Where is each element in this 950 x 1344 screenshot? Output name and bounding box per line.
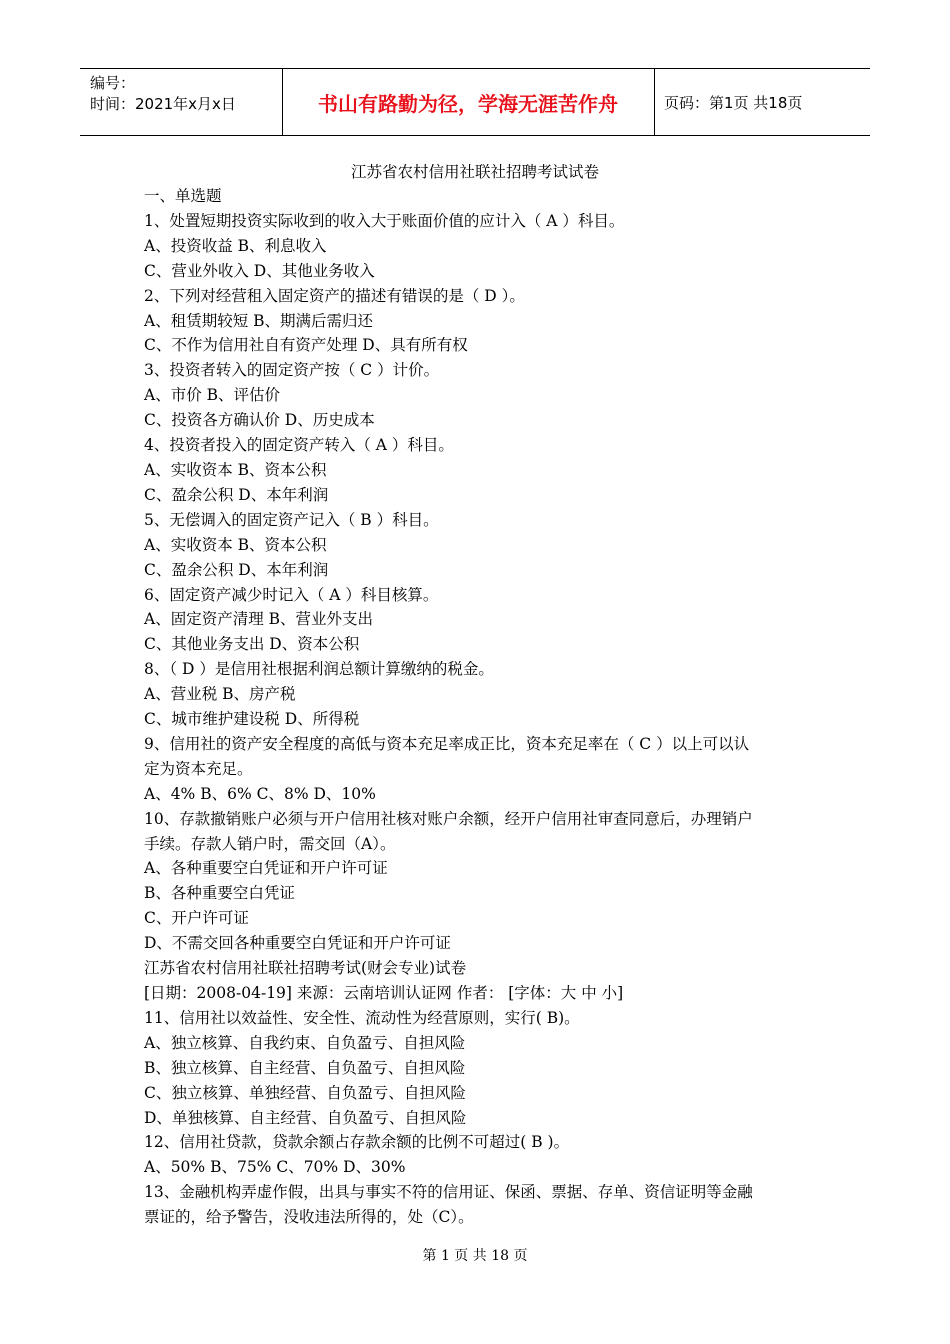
page-footer: 第 1 页 共 18 页 — [422, 1248, 528, 1264]
text-line: 8、（ D ）是信用社根据利润总额计算缴纳的税金。 — [144, 660, 494, 679]
text-line: C、开户许可证 — [144, 909, 249, 928]
text-line: A、固定资产清理 B、营业外支出 — [144, 610, 374, 629]
text-line: A、各种重要空白凭证和开户许可证 — [144, 859, 388, 878]
text-line: A、营业税 B、房产税 — [144, 685, 296, 704]
doc-number-label: 编号： — [90, 74, 136, 92]
text-line: 5、无偿调入的固定资产记入（ B ）科目。 — [144, 510, 439, 529]
text-line: A、实收资本 B、资本公积 — [144, 460, 327, 479]
text-line: C、不作为信用社自有资产处理 D、具有所有权 — [144, 336, 468, 355]
text-line: D、不需交回各种重要空白凭证和开户许可证 — [144, 934, 451, 953]
text-line: 3、投资者转入的固定资产按（ C ）计价。 — [144, 361, 440, 380]
header-page-info: 页码：第1页 共18页 — [664, 93, 803, 112]
text-line: 手续。存款人销户时，需交回（A）。 — [144, 834, 396, 853]
text-line: B、独立核算、自主经营、自负盈亏、自担风险 — [144, 1058, 466, 1077]
text-line: A、实收资本 B、资本公积 — [144, 535, 327, 554]
text-line: A、投资收益 B、利息收入 — [144, 236, 327, 255]
text-line: 12、信用社贷款，贷款余额占存款余额的比例不可超过( B )。 — [144, 1133, 570, 1152]
text-line: D、单独核算、自主经营、自负盈亏、自担风险 — [144, 1108, 467, 1127]
text-line: 4、投资者投入的固定资产转入（ A ）科目。 — [144, 436, 454, 455]
header-divider-right — [654, 69, 655, 135]
text-line: 6、固定资产减少时记入（ A ）科目核算。 — [144, 585, 439, 604]
text-line: 2、下列对经营租入固定资产的描述有错误的是（ D ）。 — [144, 286, 525, 305]
text-line: C、城市维护建设税 D、所得税 — [144, 710, 360, 729]
text-line: 11、信用社以效益性、安全性、流动性为经营原则，实行( B)。 — [144, 1008, 580, 1027]
document-title: 江苏省农村信用社联社招聘考试试卷 — [350, 163, 599, 181]
text-line: [日期：2008-04-19] 来源：云南培训认证网 作者： [字体：大 中 小] — [144, 984, 624, 1002]
text-line: C、盈余公积 D、本年利润 — [144, 560, 329, 579]
text-line: 一、单选题 — [144, 187, 222, 205]
page-header — [80, 68, 870, 136]
text-line: 13、金融机构弄虚作假，出具与事实不符的信用证、保函、票据、存单、资信证明等金融 — [144, 1183, 753, 1202]
text-line: A、租赁期较短 B、期满后需归还 — [144, 311, 374, 330]
header-meta — [90, 73, 280, 115]
text-line: 定为资本充足。 — [144, 759, 253, 778]
text-line: C、投资各方确认价 D、历史成本 — [144, 411, 375, 430]
text-line: C、盈余公积 D、本年利润 — [144, 485, 329, 504]
text-line: 10、存款撤销账户必须与开户信用社核对账户余额，经开户信用社审查同意后，办理销户 — [144, 809, 753, 828]
text-line: C、营业外收入 D、其他业务收入 — [144, 261, 375, 280]
text-line: C、其他业务支出 D、资本公积 — [144, 635, 360, 654]
text-line: 1、处置短期投资实际收到的收入大于账面价值的应计入（ A ）科目。 — [144, 211, 625, 230]
header-motto: 书山有路勤为径，学海无涯苦作舟 — [318, 91, 618, 116]
text-line: C、独立核算、单独经营、自负盈亏、自担风险 — [144, 1083, 466, 1102]
document-body — [144, 184, 814, 1230]
text-line: A、50% B、75% C、70% D、30% — [144, 1158, 406, 1177]
text-line: A、独立核算、自我约束、自负盈亏、自担风险 — [144, 1033, 466, 1052]
text-line: A、市价 B、评估价 — [144, 386, 281, 405]
text-line: A、4% B、6% C、8% D、10% — [144, 784, 376, 803]
text-line: 江苏省农村信用社联社招聘考试(财会专业)试卷 — [144, 959, 467, 978]
time-label: 时间：2021年x月x日 — [90, 95, 236, 113]
text-line: 票证的，给予警告，没收违法所得的，处（C）。 — [144, 1208, 474, 1227]
text-line: 9、信用社的资产安全程度的高低与资本充足率成正比，资本充足率在（ C ）以上可以认 — [144, 734, 750, 753]
text-line: B、各种重要空白凭证 — [144, 884, 295, 903]
